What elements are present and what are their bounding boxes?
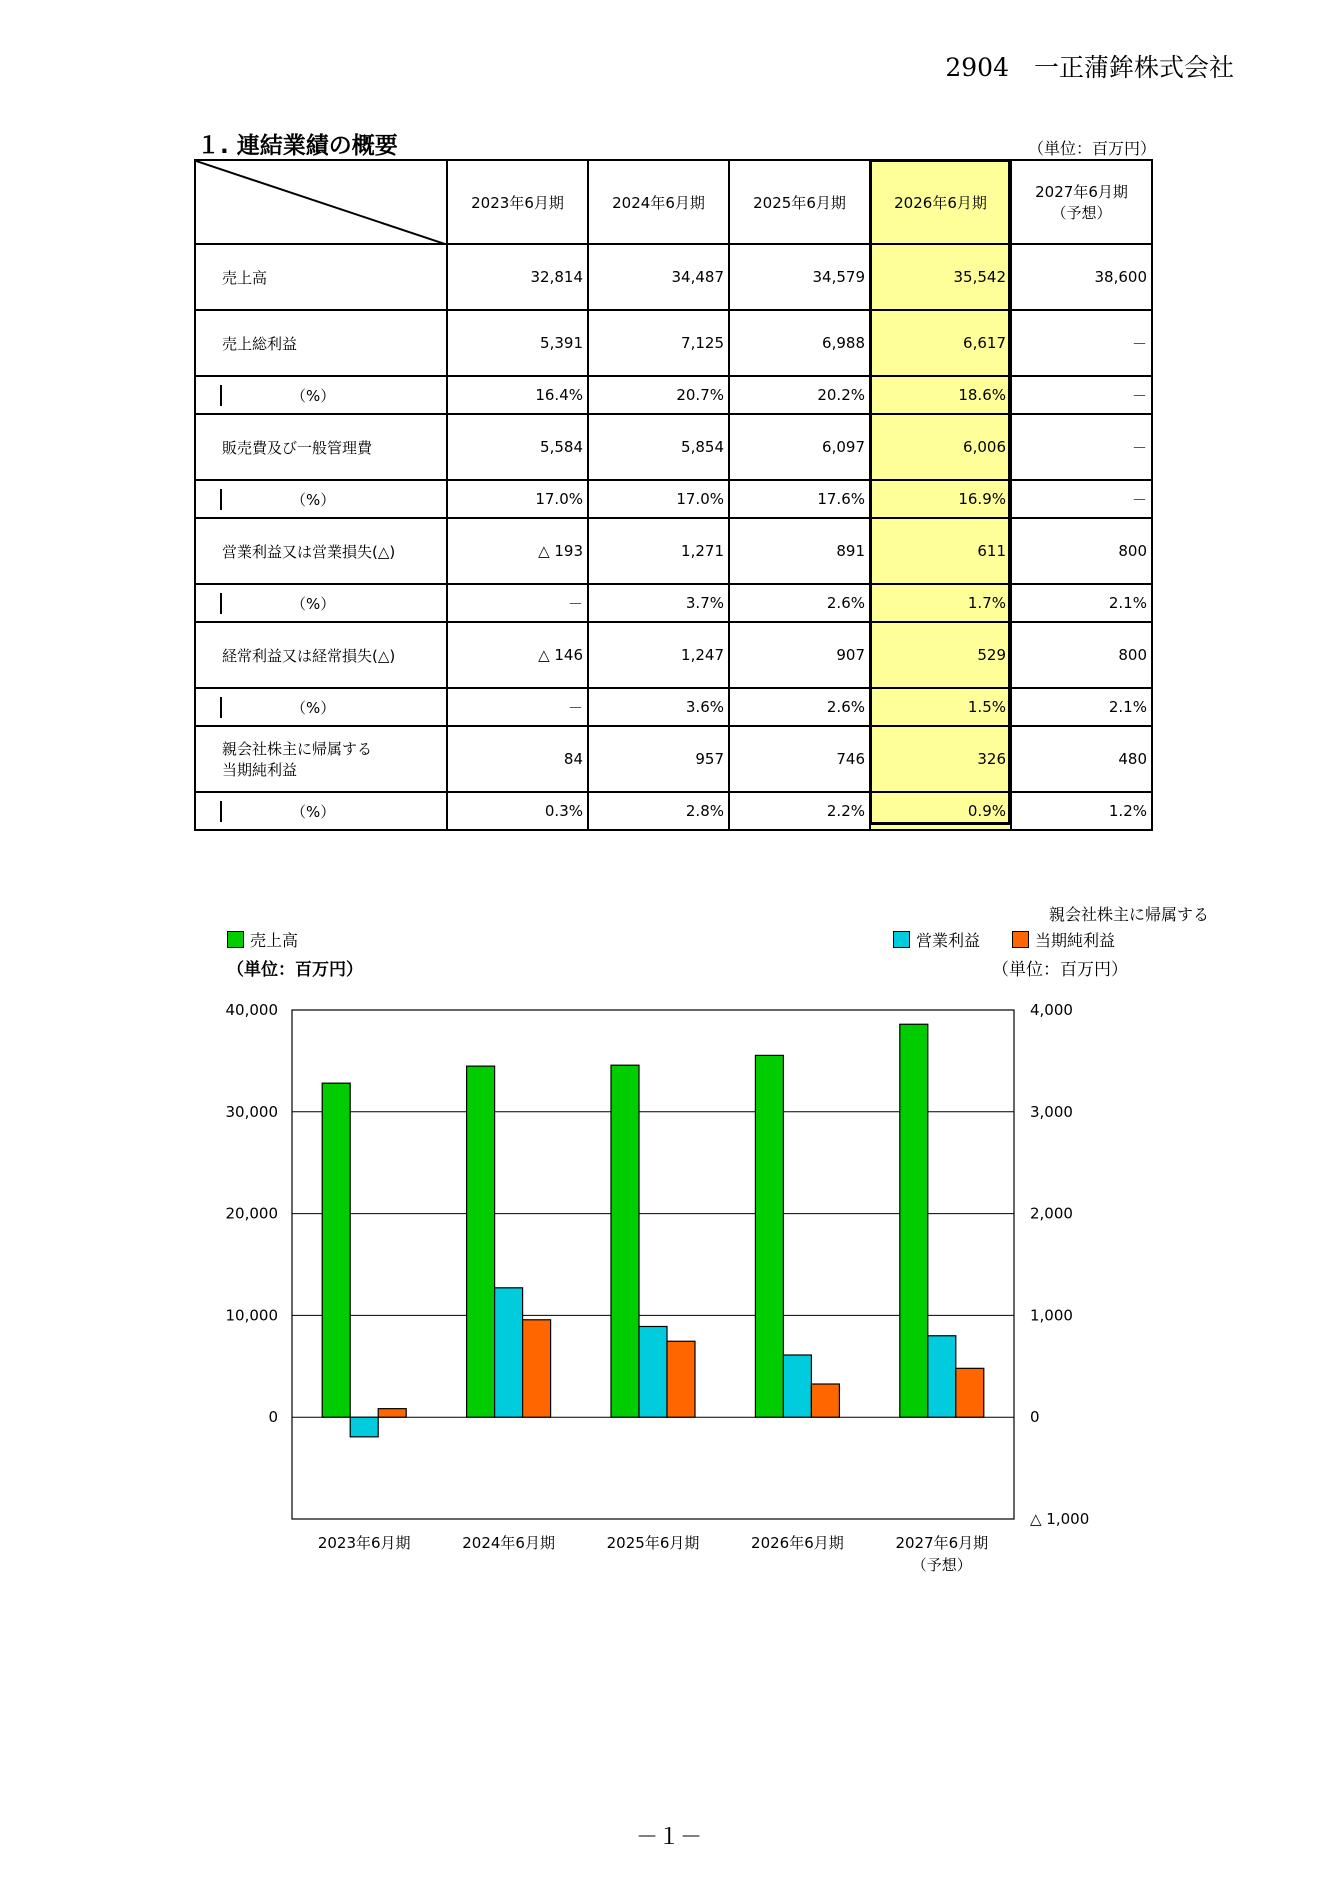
table-cell: 800 <box>1011 518 1152 584</box>
chart-unit-right: （単位：百万円） <box>992 960 1128 980</box>
row-label-text: 売上総利益 <box>222 334 298 353</box>
table-cell: － <box>447 584 588 622</box>
table-cell: 20.2% <box>729 376 870 414</box>
table-cell: － <box>1011 414 1152 480</box>
table-cell: 891 <box>729 518 870 584</box>
table-cell: 746 <box>729 726 870 792</box>
table-cell: 34,579 <box>729 244 870 310</box>
table-cell: 480 <box>1011 726 1152 792</box>
right-tick-label: △ 1,000 <box>1030 1510 1090 1528</box>
table-cell: 2.1% <box>1011 688 1152 726</box>
bar-operating-income <box>350 1417 378 1437</box>
table-cell: 529 <box>870 622 1011 688</box>
table-cell: 2.8% <box>588 792 729 830</box>
table-cell: 957 <box>588 726 729 792</box>
bar-sales <box>755 1055 783 1417</box>
table-cell: 907 <box>729 622 870 688</box>
category-sublabel: （予想） <box>911 1556 972 1574</box>
right-tick-label: 3,000 <box>1030 1102 1073 1121</box>
table-cell: － <box>1011 376 1152 414</box>
company-header: 2904 一正蒲鉾株式会社 <box>945 53 1234 82</box>
chart-unit-left: （単位：百万円） <box>227 960 363 980</box>
left-tick-label: 20,000 <box>225 1204 278 1223</box>
bar-sales <box>611 1065 639 1417</box>
table-cell: 18.6% <box>870 376 1011 414</box>
right-tick-label: 0 <box>1030 1408 1040 1427</box>
right-tick-label: 4,000 <box>1030 1001 1073 1019</box>
bar-net-income <box>378 1409 406 1418</box>
table-cell: 5,391 <box>447 310 588 376</box>
table-cell: 1,271 <box>588 518 729 584</box>
category-label: 2026年6月期 <box>751 1534 844 1552</box>
table-cell: 16.4% <box>447 376 588 414</box>
table-unit-label: （単位：百万円） <box>1028 139 1157 158</box>
category-label: 2024年6月期 <box>462 1534 555 1552</box>
table-cell: 6,617 <box>870 310 1011 376</box>
bar-operating-income <box>783 1355 811 1417</box>
column-header-label: 2027年6月期 <box>1035 183 1128 201</box>
table-cell: 5,584 <box>447 414 588 480</box>
table-cell: 2.6% <box>729 584 870 622</box>
bar-operating-income <box>928 1336 956 1417</box>
table-cell: 0.3% <box>447 792 588 830</box>
table-cell: 38,600 <box>1011 244 1152 310</box>
table-cell: － <box>447 688 588 726</box>
table-cell: － <box>1011 310 1152 376</box>
table-cell: 1.2% <box>1011 792 1152 830</box>
left-tick-label: 10,000 <box>225 1306 278 1325</box>
table-cell: 3.6% <box>588 688 729 726</box>
row-label-text: 売上高 <box>222 268 268 287</box>
table-cell: △ 146 <box>447 622 588 688</box>
table-cell: 0.9% <box>870 792 1011 830</box>
legend-net-label: 当期純利益 <box>1035 931 1116 950</box>
bar-sales <box>900 1024 928 1417</box>
table-cell: 2.6% <box>729 688 870 726</box>
table-cell: △ 193 <box>447 518 588 584</box>
table-cell: 17.6% <box>729 480 870 518</box>
forecast-label: （予想） <box>1051 204 1112 222</box>
row-label-text: （%） <box>291 490 336 509</box>
bar-net-income <box>956 1368 984 1417</box>
row-label-text: 親会社株主に帰属する <box>222 740 373 758</box>
left-tick-label: 0 <box>268 1408 278 1427</box>
table-cell: 84 <box>447 726 588 792</box>
table-cell: 6,097 <box>729 414 870 480</box>
table-cell: 1.5% <box>870 688 1011 726</box>
column-header: 2023年6月期 <box>447 160 588 244</box>
row-label-text: （%） <box>291 386 336 405</box>
bar-sales <box>322 1083 350 1417</box>
right-tick-label: 2,000 <box>1030 1204 1073 1223</box>
legend-sales-label: 売上高 <box>250 931 299 950</box>
left-tick-label: 40,000 <box>225 1001 278 1019</box>
table-cell: 5,854 <box>588 414 729 480</box>
row-label-text-line2: 当期純利益 <box>222 761 298 779</box>
table-cell: 800 <box>1011 622 1152 688</box>
bar-operating-income <box>639 1326 667 1417</box>
table-cell: 2.1% <box>1011 584 1152 622</box>
column-header: 2026年6月期 <box>870 160 1011 244</box>
table-cell: 6,006 <box>870 414 1011 480</box>
bar-sales <box>467 1066 495 1417</box>
legend-op-label: 営業利益 <box>916 931 981 950</box>
table-cell: － <box>1011 480 1152 518</box>
table-cell: 7,125 <box>588 310 729 376</box>
category-label: 2027年6月期 <box>895 1534 989 1552</box>
bar-net-income <box>811 1384 839 1417</box>
column-header: 2024年6月期 <box>588 160 729 244</box>
table-cell: 326 <box>870 726 1011 792</box>
table-cell: 35,542 <box>870 244 1011 310</box>
row-label-text: （%） <box>291 594 336 613</box>
category-label: 2025年6月期 <box>606 1534 700 1552</box>
category-label: 2023年6月期 <box>317 1534 411 1552</box>
table-cell: 17.0% <box>447 480 588 518</box>
legend-net-line1: 親会社株主に帰属する <box>1049 905 1210 924</box>
table-cell: 1,247 <box>588 622 729 688</box>
row-label-text: 営業利益又は営業損失(△) <box>222 542 396 561</box>
row-label-text: 販売費及び一般管理費 <box>222 438 373 457</box>
row-label-text: 経常利益又は経常損失(△) <box>222 646 396 665</box>
table-cell: 3.7% <box>588 584 729 622</box>
column-header: 2025年6月期 <box>729 160 870 244</box>
section-title: １. 連結業績の概要 <box>197 133 398 159</box>
table-cell: 32,814 <box>447 244 588 310</box>
row-label-text: （%） <box>291 802 336 821</box>
table-cell: 611 <box>870 518 1011 584</box>
table-cell: 2.2% <box>729 792 870 830</box>
table-cell: 1.7% <box>870 584 1011 622</box>
left-tick-label: 30,000 <box>225 1102 278 1121</box>
page-number: －１－ <box>636 1825 703 1850</box>
table-cell: 17.0% <box>588 480 729 518</box>
bar-operating-income <box>495 1288 523 1417</box>
table-cell: 16.9% <box>870 480 1011 518</box>
right-tick-label: 1,000 <box>1030 1306 1073 1325</box>
table-cell: 20.7% <box>588 376 729 414</box>
table-cell: 6,988 <box>729 310 870 376</box>
table-cell: 34,487 <box>588 244 729 310</box>
bar-net-income <box>667 1341 695 1417</box>
row-label-text: （%） <box>291 698 336 717</box>
bar-net-income <box>523 1320 551 1417</box>
